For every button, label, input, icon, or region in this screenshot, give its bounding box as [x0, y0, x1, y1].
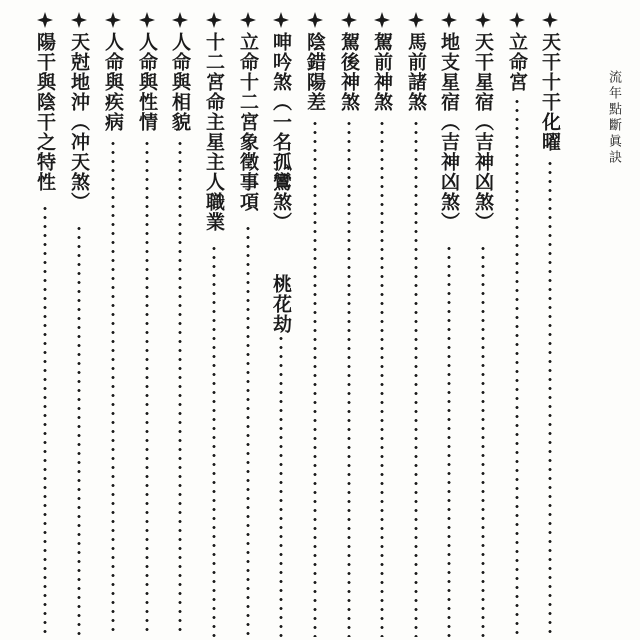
dot-leader: [178, 139, 182, 637]
entry-title: 地支星宿（吉神凶煞）: [438, 32, 460, 232]
cross-bullet-icon: [273, 12, 289, 28]
cross-bullet-icon: [37, 12, 53, 28]
entry-title: 陽干與陰干之特性: [34, 32, 56, 192]
entry-title: 駕前神煞: [371, 32, 393, 112]
toc-entry-2[interactable]: [502, 12, 532, 637]
toc-entry-1[interactable]: [535, 12, 565, 637]
cross-bullet-icon: [307, 12, 323, 28]
cross-bullet-icon: [475, 12, 491, 28]
toc-entry-10[interactable]: [233, 12, 263, 637]
cross-bullet-icon: [139, 12, 155, 28]
entry-title: 立命宮: [506, 32, 528, 92]
cross-bullet-icon: [206, 12, 222, 28]
dot-leader: [77, 224, 81, 637]
toc-entry-14[interactable]: [98, 12, 128, 637]
dot-leader: [548, 159, 552, 637]
entry-title: 天干十干化曜: [539, 32, 561, 152]
dot-leader: [313, 119, 317, 637]
dot-leader: [481, 244, 485, 637]
dot-leader: [380, 119, 384, 637]
entry-title: 人命與相貌: [169, 32, 191, 132]
toc-entry-5[interactable]: [401, 12, 431, 637]
cross-bullet-icon: [542, 12, 558, 28]
toc-entry-16[interactable]: [30, 12, 60, 637]
entry-title: 呻吟煞（一名孤鸞煞）: [270, 32, 292, 232]
toc-entry-4[interactable]: [434, 12, 464, 637]
dot-leader: [111, 139, 115, 637]
toc-entry-3[interactable]: [468, 12, 498, 637]
entry-title: 立命十二宮象徵事項: [237, 32, 259, 212]
cross-bullet-icon: [509, 12, 525, 28]
toc-entry-15[interactable]: [64, 12, 94, 637]
toc-entry-12[interactable]: [165, 12, 195, 637]
cross-bullet-icon: [341, 12, 357, 28]
entry-title: 駕後神煞: [338, 32, 360, 112]
cross-bullet-icon: [408, 12, 424, 28]
cross-bullet-icon: [105, 12, 121, 28]
toc-entry-13[interactable]: [132, 12, 162, 637]
running-title: 流年點斷眞訣: [606, 70, 621, 166]
dot-leader: [347, 119, 351, 637]
entry-title: 十二宮命主星主人職業: [203, 32, 225, 232]
dot-leader: [246, 224, 250, 637]
dot-leader: [212, 244, 216, 637]
cross-bullet-icon: [172, 12, 188, 28]
toc-entry-6[interactable]: [367, 12, 397, 637]
dot-leader: [145, 139, 149, 637]
entry-title: 陰錯陽差: [304, 32, 326, 112]
entry-title: 人命與性情: [136, 32, 158, 132]
toc-entry-11[interactable]: [199, 12, 229, 637]
entry-title: 天干星宿（吉神凶煞）: [472, 32, 494, 232]
toc-entry-7[interactable]: [334, 12, 364, 637]
toc-entry-9[interactable]: [266, 12, 296, 637]
entry-title: 人命與疾病: [102, 32, 124, 132]
entry-title: 天尅地沖（冲天煞）: [68, 32, 90, 212]
dot-leader: [414, 119, 418, 637]
toc-entry-8[interactable]: [300, 12, 330, 637]
cross-bullet-icon: [441, 12, 457, 28]
dot-leader: [43, 204, 47, 637]
cross-bullet-icon: [240, 12, 256, 28]
cross-bullet-icon: [374, 12, 390, 28]
dot-leader: [515, 97, 519, 637]
entry-title: 馬前諸煞: [405, 32, 427, 112]
cross-bullet-icon: [71, 12, 87, 28]
entry-subtitle: 桃花劫: [270, 274, 292, 334]
dot-leader: [447, 244, 451, 637]
dot-leader: [279, 334, 283, 637]
